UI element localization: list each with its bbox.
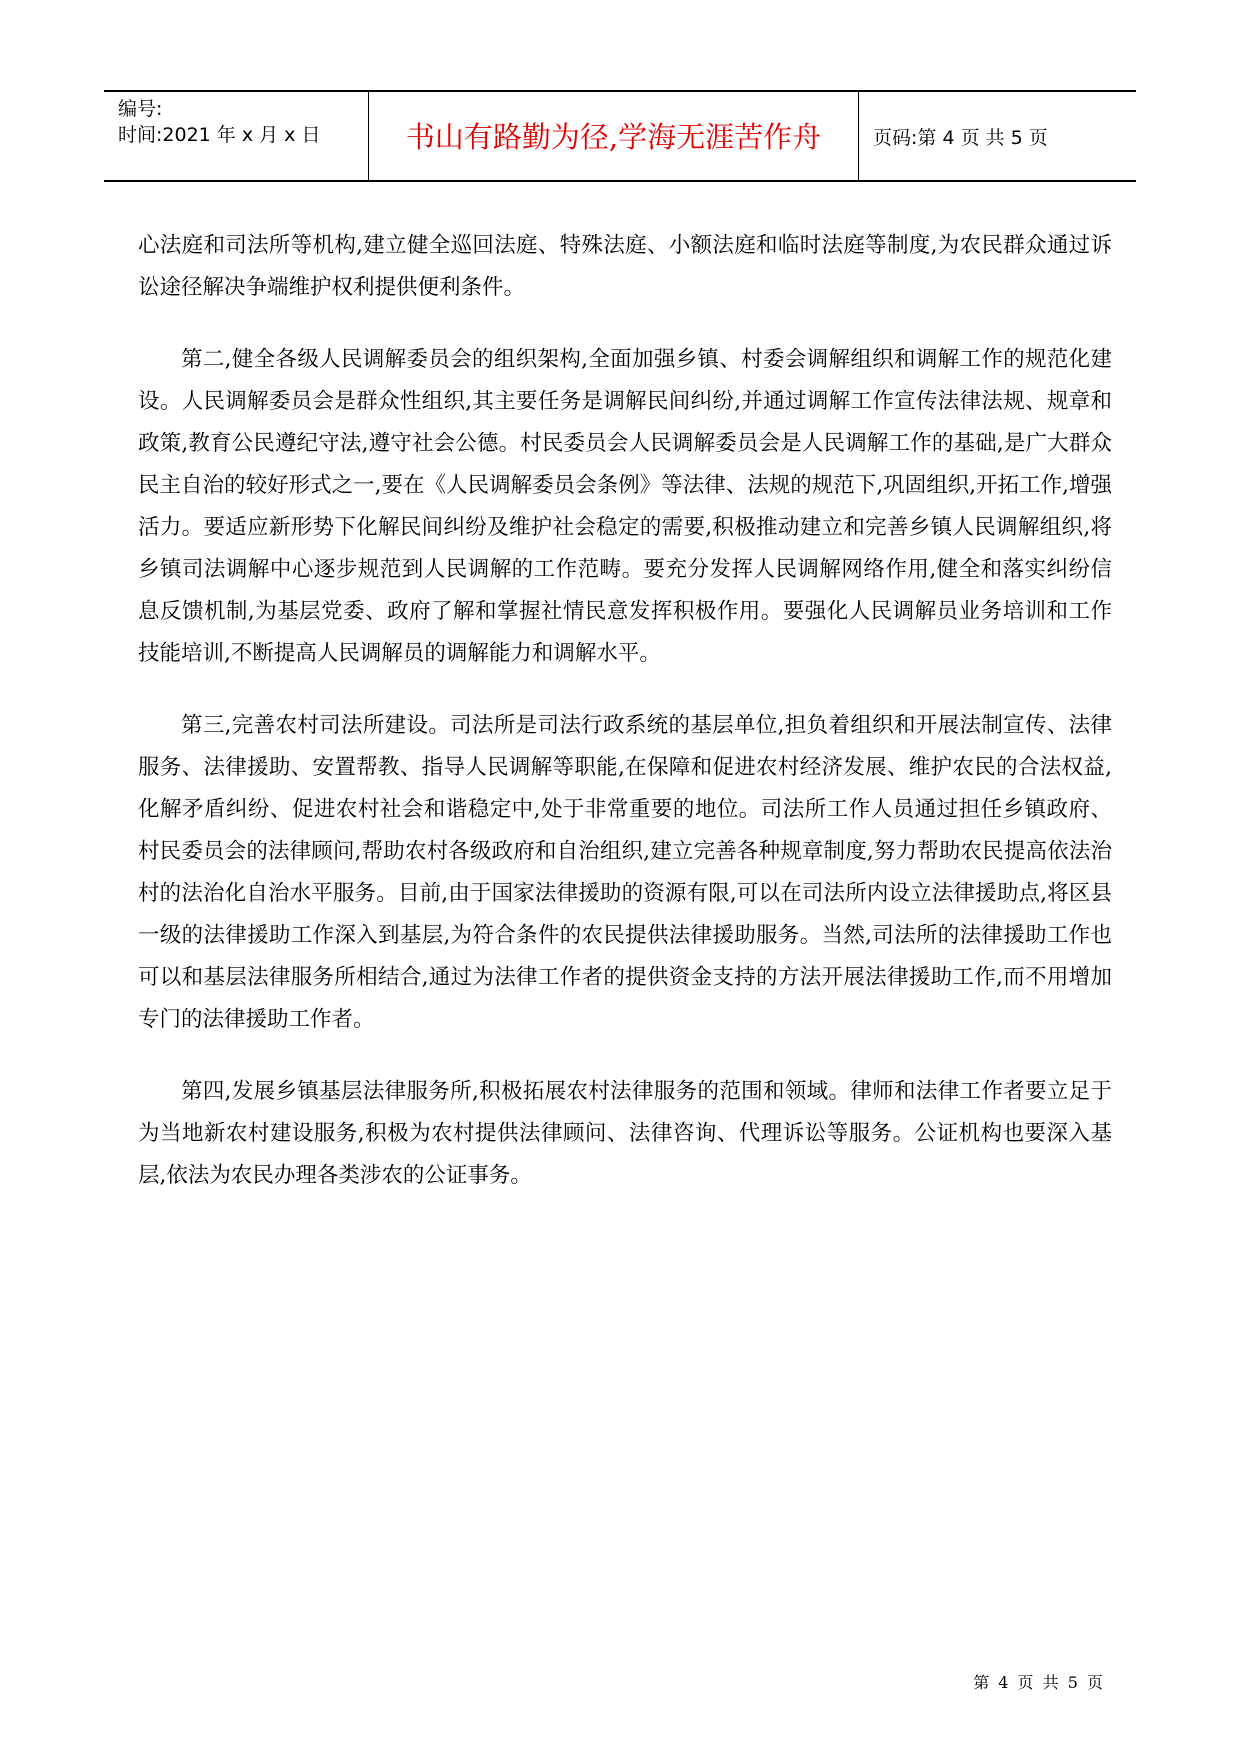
header-motto: 书山有路勤为径,学海无涯苦作舟	[369, 92, 859, 180]
time-label: 时间:2021 年 x 月 x 日	[118, 124, 321, 146]
page-header	[104, 90, 1136, 182]
header-page-label: 页码:第 4 页 共 5 页	[873, 126, 1048, 149]
document-body	[138, 225, 1112, 1227]
paragraph-second: 第二,健全各级人民调解委员会的组织架构,全面加强乡镇、村委会调解组织和调解工作的规范化建设。人民调解委员会是群众性组织,其主要任务是调解民间纠纷,并通过调解工作宣传法律法规、规章和政策,教育公民遵纪守法,遵守社会公德。村民委员会人民调解委员会是人民调解工作的基础,是广大群众民主自治的较好形式之一,要在《人民调解委员会条例》等法律、法规的规范下,巩固组织,开拓工作,增强活力。要适应新形势下化解民间纠纷及维护社会稳定的需要,积极推动建立和完善乡镇人民调解组织,将乡镇司法调解中心逐步规范到人民调解的工作范畴。要充分发挥人民调解网络作用,健全和落实纠纷信息反馈机制,为基层党委、政府了解和掌握社情民意发挥积极作用。要强化人民调解员业务培训和工作技能培训,不断提高人民调解员的调解能力和调解水平。	[138, 347, 1112, 666]
paragraph-fourth: 第四,发展乡镇基层法律服务所,积极拓展农村法律服务的范围和领域。律师和法律工作者要立足于为当地新农村建设服务,积极为农村提供法律顾问、法律咨询、代理诉讼等服务。公证机构也要深入基层,依法为农民办理各类涉农的公证事务。	[138, 1079, 1112, 1188]
page-footer: 第 4 页 共 5 页	[973, 1673, 1105, 1692]
serial-label: 编号:	[118, 98, 163, 120]
header-meta	[104, 92, 369, 180]
paragraph-continued: 心法庭和司法所等机构,建立健全巡回法庭、特殊法庭、小额法庭和临时法庭等制度,为农民群众通过诉讼途径解决争端维护权利提供便利条件。	[138, 233, 1112, 300]
paragraph-third: 第三,完善农村司法所建设。司法所是司法行政系统的基层单位,担负着组织和开展法制宣传、法律服务、法律援助、安置帮教、指导人民调解等职能,在保障和促进农村经济发展、维护农民的合法权益,化解矛盾纠纷、促进农村社会和谐稳定中,处于非常重要的地位。司法所工作人员通过担任乡镇政府、村民委员会的法律顾问,帮助农村各级政府和自治组织,建立完善各种规章制度,努力帮助农民提高依法治村的法治化自治水平服务。目前,由于国家法律援助的资源有限,可以在司法所内设立法律援助点,将区县一级的法律援助工作深入到基层,为符合条件的农民提供法律援助服务。当然,司法所的法律援助工作也可以和基层法律服务所相结合,通过为法律工作者的提供资金支持的方法开展法律援助工作,而不用增加专门的法律援助工作者。	[138, 713, 1112, 1032]
